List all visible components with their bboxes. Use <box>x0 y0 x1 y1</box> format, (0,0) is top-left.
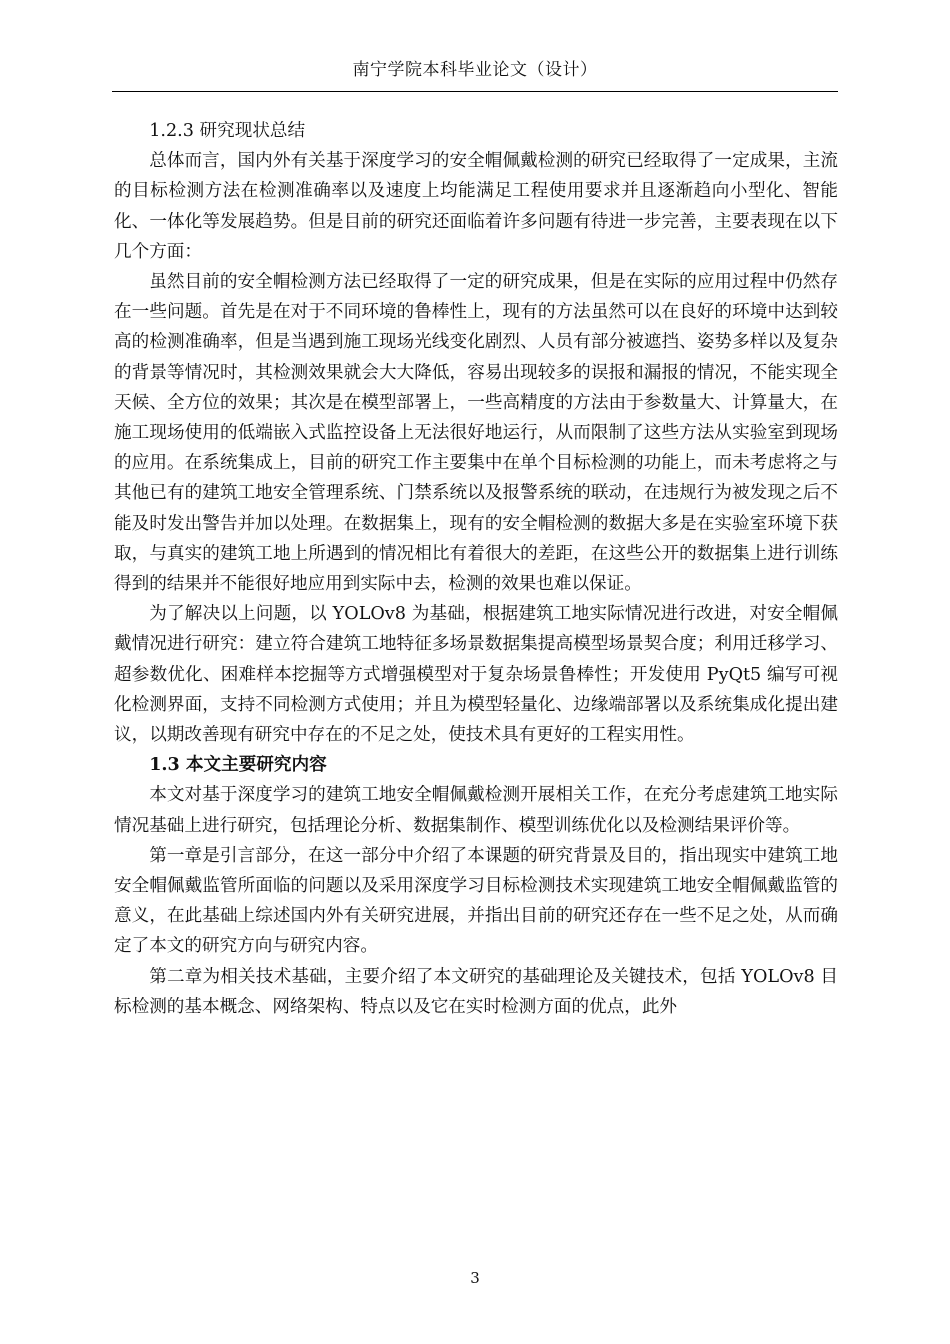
paragraph-chapter-two: 第二章为相关技术基础，主要介绍了本文研究的基础理论及关键技术，包括 YOLOv8 目标检测的基本概念、网络架构、特点以及它在实时检测方面的优点，此外 <box>114 966 838 1017</box>
paragraph-problems: 虽然目前的安全帽检测方法已经取得了一定的研究成果，但是在实际的应用过程中仍然存在一些问题。首先是在对于不同环境的鲁棒性上，现有的方法虽然可以在良好的环境中达到较高的检测准确率，但是当遇到施工现场光线变化剧烈、人员有部分被遮挡、姿势多样以及复杂的背景等情况时，其检测效果就会大大降低，容易出现较多的误报和漏报的情况，不能实现全天候、全方位的效果；其次是在模型部署上，一些高精度的方法由于参数量大、计算量大，在施工现场使用的低端嵌入式监控设备上无法很好地运行，从而限制了这些方法从实验室到现场的应用。在系统集成上，目前的研究工作主要集中在单个目标检测的功能上，而未考虑将之与其他已有的建筑工地安全管理系统、门禁系统以及报警系统的联动，在违规行为被发现之后不能及时发出警告并加以处理。在数据集上，现有的安全帽检测的数据大多是在实验室环境下获取，与真实的建筑工地上所遇到的情况相比有着很大的差距，在这些公开的数据集上进行训练得到的结果并不能很好地应用到实际中去，检测的效果也难以保证。 <box>114 272 838 595</box>
page-number: 3 <box>470 1269 480 1287</box>
paragraph-chapter-one: 第一章是引言部分，在这一部分中介绍了本课题的研究背景及目的，指出现实中建筑工地安全帽佩戴监管所面临的问题以及采用深度学习目标检测技术实现建筑工地安全帽佩戴监管的意义，在此基础上综述国内外有关研究进展，并指出目前的研究还存在一些不足之处，从而确定了本文的研究方向与研究内容。 <box>114 845 838 957</box>
header-divider <box>112 91 838 92</box>
paragraph-overview: 本文对基于深度学习的建筑工地安全帽佩戴检测开展相关工作，在充分考虑建筑工地实际情况基础上进行研究，包括理论分析、数据集制作、模型训练优化以及检测结果评价等。 <box>114 785 838 836</box>
subsection-heading: 1.2.3 研究现状总结 <box>149 121 306 141</box>
paragraph-summary: 总体而言，国内外有关基于深度学习的安全帽佩戴检测的研究已经取得了一定成果，主流的目标检测方法在检测准确率以及速度上均能满足工程使用要求并且逐渐趋向小型化、智能化、一体化等发展趋势。但是目前的研究还面临着许多问题有待进一步完善，主要表现在以下几个方面： <box>114 151 838 262</box>
paragraph-solution: 为了解决以上问题，以 YOLOv8 为基础，根据建筑工地实际情况进行改进，对安全帽佩戴情况进行研究：建立符合建筑工地特征多场景数据集提高模型场景契合度；利用迁移学习、超参数优化、困难样本挖掘等方式增强模型对于复杂场景鲁棒性；开发使用 PyQt5 编写可视化检测界面，支持不同检测方式使用；并且为模型轻量化、边缘端部署以及系统集成化提出建议，以期改善现有研究中存在的不足之处，使技术具有更好的工程实用性。 <box>114 604 838 746</box>
section-heading: 1.3 本文主要研究内容 <box>149 754 327 776</box>
main-content <box>114 116 838 1022</box>
page-header: 南宁学院本科毕业论文（设计） <box>352 60 598 80</box>
